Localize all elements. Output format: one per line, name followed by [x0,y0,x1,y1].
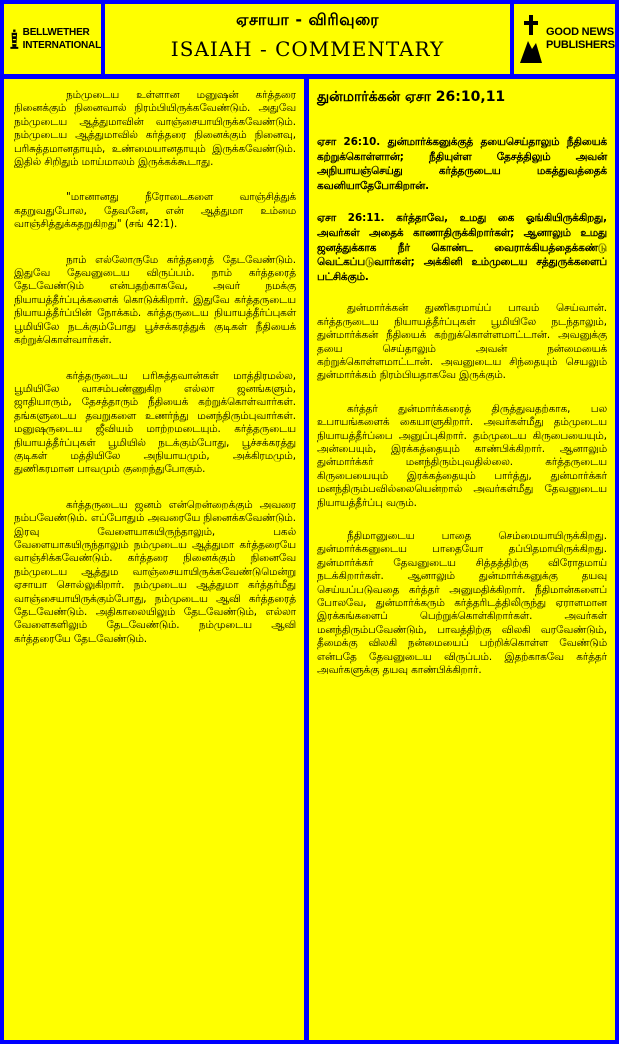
section-title: துன்மார்க்கன் ஏசா 26:10,11 [317,89,506,105]
paragraph: நம்முடைய உள்ளான மனுஷன் கர்த்தரை நினைக்கும் நினைவால் நிரம்பியிருக்கவேண்டும். அதுவே நம்முடைய ஆத்துமாவின் வாஞ்சையாயிருக்கவேண்டும். நம்முடைய ஆத்துமாவில் கர்த்தரை நினைக்கும் நினைவு, பரிசுத்தமானதாயும், உண்மையானதாயும் இருக்கவேண்டும். இதில் சிறிதும் மாய்மாலம் இருக்கக்கூடாது. [14,89,296,169]
paragraph: கர்த்தர் துன்மார்க்கரைத் திருத்துவதற்காக, பல உபாயங்களைக் கையாளுகிறார். அவர்கள்மீது தம்முடைய நியாயத்தீர்ப்பை அனுப்புகிறார். தம்முடைய கிருபையையும், அன்பையும், இரக்கத்தையும் காண்பிக்கிறார். ஆனாலும் துன்மார்க்கர் மனந்திரும்புவதில்லை. கர்த்தருடைய கிருபையையும் இரக்கத்தையும் பார்த்து, துன்மார்க்கர் மனந்திரும்பவில்லையென்றால் அவர்கள்மீது தேவனுடைய நியாயத்தீர்ப்பு வரும். [317,402,607,509]
right-column [309,79,615,1040]
bellwether-logo [4,4,101,74]
mountain-cross-icon [520,13,542,65]
paragraph: நீதிமானுடைய பாதை செம்மையாயிருக்கிறது. துன்மார்க்கனுடைய பாதையோ தப்பிதமாயிருக்கிறது. துன்மார்க்கர் தேவனுடைய சித்தத்திற்கு விரோதமாய் நடக்கிறார்கள். ஆனாலும் துன்மார்க்கனுக்கு தயவு செய்யப்படுவதை கர்த்தர் அனுமதிக்கிறார். நீதிமான்களைப் போலவே, துன்மார்க்கரும் கர்த்தரிடத்திலிருந்து ஏராளமான இரக்கங்களைப் பெற்றுக்கொள்கிறார்கள். அவர்கள் மனந்திரும்பவேண்டும், பாவத்திற்கு விலகி வரவேண்டும், தீமைக்கு விலகி நன்மையைப் பற்றிக்கொள்ள வேண்டும் என்பதே தேவனுடைய விருப்பம். இதற்காகவே கர்த்தர் அவர்களுக்கு தயவு காண்பிக்கிறார். [317,530,607,677]
paragraph: நாம் எல்லோருமே கர்த்தரைத் தேடவேண்டும். இதுவே தேவனுடைய விருப்பம். நாம் கர்த்தரைத் தேடவேண்டும் என்பதற்காகவே, அவர் நமக்கு நியாயத்தீர்ப்புக்களைக் கொடுக்கிறார். இதுவே கர்த்தருடைய நியாயத்தீர்ப்பின் நோக்கம். கர்த்தருடைய நியாயத்தீர்ப்புகள் பூமியிலே நடக்கும்போது பூச்சக்கரத்துக் குடிகள் நீதியைக் கற்றுக்கொள்வார்கள். [14,253,296,347]
logo-right-line2: PUBLISHERS [546,39,615,51]
quote-paragraph: "மானானது நீரோடைகளை வாஞ்சித்துக் கதறுவதுபோல, தேவனே, என் ஆத்துமா உம்மை வாஞ்சித்துக்கதறுகிறது" (சங் 42:1). [14,191,296,231]
lighthouse-icon [10,13,19,65]
paragraph: கர்த்தருடைய பரிசுத்தவான்கள் மாத்திரமல்ல, பூமியிலே வாசம்பண்ணுகிற எல்லா ஜனங்களும், ஜாதியாரும், தேசத்தாரும் நீதியைக் கற்றுக்கொள்வார்கள். தங்களுடைய தவறுகளை உணர்ந்து மனந்திரும்புவார்கள். மனுஷருடைய ஜீவியம் மாற்றமடையும். கர்த்தருடைய நியாயத்தீர்ப்புகள் பூமியில் நடக்கும்போது, பூச்சக்கரத்து குடிகள் மத்தியிலே அநியாயமும், அக்கிரமமும், துணிகரமான பாவமும் குறைந்துபோகும். [14,369,296,476]
english-title: ISAIAH - COMMENTARY [170,37,445,61]
page-header [105,4,510,74]
verse: ஏசா 26:11. கர்த்தாவே, உமது கை ஓங்கியிருக்கிறது, அவர்கள் அதைக் காணாதிருக்கிறார்கள்; ஆனாலும் உமது ஜனத்துக்காக நீர் கொண்ட வைராக்கியத்தைக்கண்டு வெட்கப்படுவார்கள்; அக்கினி உம்முடைய சத்துருக்களைப் பட்சிக்கும். [317,212,607,283]
logo-left-line2: INTERNATIONAL [22,40,101,51]
logo-left-line1: BELLWETHER [22,27,90,38]
left-column [4,79,304,1040]
tamil-title: ஏசாயா - விரிவுரை [236,10,379,29]
paragraph: துன்மார்க்கன் துணிகரமாய்ப் பாவம் செய்வான். கர்த்தருடைய நியாயத்தீர்ப்புகள் பூமியிலே நடந்தாலும், துன்மார்க்கன் நீதியைக் கற்றுக்கொள்ளமாட்டான். அவனுக்கு தயை செய்தாலும் அவன் நன்மையைக் கற்றுக்கொள்ளமாட்டான். அவனுடைய சிந்தையும் செயலும் துன்மார்க்கம் நிரம்பியதாகவே இருக்கும். [317,302,607,382]
paragraph: கர்த்தருடைய ஜனம் என்றென்றைக்கும் அவரை நம்பவேண்டும். எப்போதும் அவரையே நினைக்கவேண்டும். இரவு வேளையாகயிருந்தாலும், பகல் வேளையாகயிருந்தாலும் நம்முடைய ஆத்துமா கர்த்தரையே வாஞ்சிக்கவேண்டும். கர்த்தரை நினைக்கும் நினைவே நம்முடைய ஆத்தும வாஞ்சையாயிருக்கவேண்டுமென்று ஏசாயா சொல்லுகிறார். நம்முடைய ஆத்துமா கர்த்தர்மீது வாஞ்சையாயிருக்கும்போது, நம்முடைய ஆவி கர்த்தரைத் தேடவேண்டும். அதிகாலையிலும் தேடவேண்டும், எல்லா வேளைகளிலும் தேடவேண்டும். நம்முடைய ஆவி கர்த்தரையே தேடவேண்டும். [14,498,296,645]
good-news-logo [514,4,615,74]
verse: ஏசா 26:10. துன்மார்க்கனுக்குத் தயைசெய்தாலும் நீதியைக் கற்றுக்கொள்ளான்; நீதியுள்ள தேசத்திலும் அவன் அநியாயஞ்செய்து கர்த்தருடைய மகத்துவத்தைக் கவனியாதேபோகிறான். [317,136,607,192]
logo-right-line1: GOOD NEWS [546,26,614,38]
